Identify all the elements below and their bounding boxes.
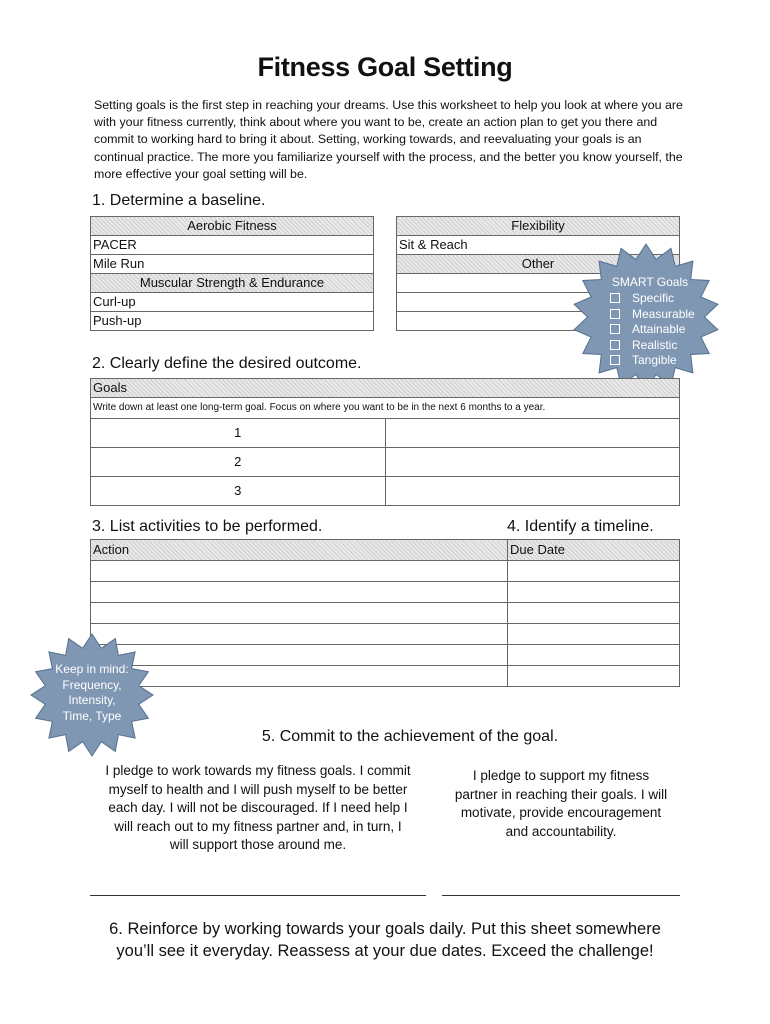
goals-table bbox=[90, 378, 680, 506]
action-cell[interactable] bbox=[91, 582, 508, 603]
smart-item-label: Attainable bbox=[632, 322, 686, 336]
goal-number: 1 bbox=[91, 419, 386, 448]
section3-heading: 3. List activities to be performed. bbox=[92, 518, 323, 535]
goal-number: 2 bbox=[91, 448, 386, 477]
smart-item bbox=[610, 307, 695, 323]
signature-line-partner[interactable] bbox=[442, 895, 680, 896]
pledge-left bbox=[88, 762, 428, 855]
due-date-cell[interactable] bbox=[508, 603, 680, 624]
pledge-right bbox=[440, 767, 682, 841]
goals-header: Goals bbox=[91, 379, 680, 398]
due-date-cell[interactable] bbox=[508, 645, 680, 666]
pledge-line: will reach out to my fitness partner and, in turn, I bbox=[114, 818, 402, 834]
smart-item bbox=[610, 338, 695, 354]
smart-item-label: Tangible bbox=[632, 353, 677, 367]
action-cell[interactable] bbox=[91, 603, 508, 624]
smart-item-label: Measurable bbox=[632, 306, 695, 321]
keep-in-mind-line: Intensity, bbox=[68, 693, 116, 707]
strength-header: Muscular Strength & Endurance bbox=[91, 274, 374, 293]
due-date-cell[interactable] bbox=[508, 624, 680, 645]
baseline-row-pacer[interactable]: PACER bbox=[91, 236, 374, 255]
due-date-cell[interactable] bbox=[508, 561, 680, 582]
pledge-line: I pledge to work towards my fitness goals. I commit bbox=[105, 763, 411, 778]
keep-in-mind-line: Time, Type bbox=[62, 708, 122, 723]
action-column-header: Action bbox=[91, 540, 508, 561]
pledge-line: partner in reaching their goals. I will bbox=[454, 786, 668, 802]
keep-in-mind-text bbox=[30, 662, 154, 724]
action-table bbox=[90, 539, 680, 687]
baseline-row-push-up[interactable]: Push-up bbox=[91, 312, 374, 331]
pledge-line: myself to health and I will push myself to be better bbox=[108, 781, 408, 797]
smart-list bbox=[610, 291, 695, 369]
baseline-row-mile-run[interactable]: Mile Run bbox=[91, 255, 374, 274]
section2-heading: 2. Clearly define the desired outcome. bbox=[92, 355, 362, 372]
checkbox-icon[interactable] bbox=[610, 340, 620, 350]
baseline-left-table bbox=[90, 216, 374, 331]
section1-heading: 1. Determine a baseline. bbox=[92, 192, 266, 209]
keep-in-mind-line: Keep in mind: bbox=[55, 662, 129, 676]
checkbox-icon[interactable] bbox=[610, 324, 620, 334]
section6-text bbox=[0, 918, 770, 962]
pledge-line: motivate, provide encouragement bbox=[460, 805, 662, 821]
section5-heading: 5. Commit to the achievement of the goal. bbox=[261, 728, 559, 745]
smart-title: SMART Goals bbox=[611, 275, 689, 289]
smart-item-label: Realistic bbox=[632, 337, 678, 352]
page-title: Fitness Goal Setting bbox=[257, 52, 513, 82]
action-cell[interactable] bbox=[91, 561, 508, 582]
other-header: Other bbox=[397, 255, 680, 274]
smart-item bbox=[610, 322, 695, 338]
intro-paragraph: Setting goals is the first step in reaching your dreams. Use this worksheet to help you look at where you are with your fitness currently, think about where you want to be, create an action plan to get you there and commit to working hard to bring it about. Setting, working towards, and reevaluating your goals is an continual practice. The more you familiarize yourself with the process, and the better you know yourself, the more effective your goal setting will be. bbox=[94, 98, 683, 181]
section6-heading: 6. Reinforce by working towards your goals daily. bbox=[109, 920, 467, 938]
due-date-column-header: Due Date bbox=[508, 540, 680, 561]
checkbox-icon[interactable] bbox=[610, 293, 620, 303]
section6-text1: Put this sheet somewhere bbox=[466, 920, 661, 938]
pledge-line: I pledge to support my fitness bbox=[472, 768, 650, 783]
aerobic-header: Aerobic Fitness bbox=[91, 217, 374, 236]
pledge-line: each day. I will not be discouraged. If I need help I bbox=[108, 800, 408, 816]
baseline-row-curl-up[interactable]: Curl-up bbox=[91, 293, 374, 312]
goals-instruction: Write down at least one long-term goal. Focus on where you want to be in the next 6 months to a year. bbox=[91, 398, 680, 419]
goal-input-1[interactable] bbox=[385, 419, 680, 448]
goal-number: 3 bbox=[91, 477, 386, 506]
due-date-cell[interactable] bbox=[508, 666, 680, 687]
smart-item-label: Specific bbox=[632, 291, 675, 305]
smart-goals-burst bbox=[572, 243, 720, 391]
signature-line-self[interactable] bbox=[90, 895, 426, 896]
checkbox-icon[interactable] bbox=[610, 309, 620, 319]
pledge-line: and accountability. bbox=[505, 823, 617, 839]
flexibility-header: Flexibility bbox=[397, 217, 680, 236]
section4-heading: 4. Identify a timeline. bbox=[507, 518, 654, 535]
smart-item bbox=[610, 353, 695, 369]
keep-in-mind-line: Frequency, bbox=[62, 677, 122, 692]
goal-input-3[interactable] bbox=[385, 477, 680, 506]
pledge-line: will support those around me. bbox=[169, 837, 347, 853]
section6-text2: you’ll see it everyday. Reassess at your due dates. Exceed the challenge! bbox=[116, 942, 654, 960]
goal-input-2[interactable] bbox=[385, 448, 680, 477]
smart-item bbox=[610, 291, 695, 307]
checkbox-icon[interactable] bbox=[610, 355, 620, 365]
baseline-row-sit-reach[interactable]: Sit & Reach bbox=[397, 236, 680, 255]
due-date-cell[interactable] bbox=[508, 582, 680, 603]
